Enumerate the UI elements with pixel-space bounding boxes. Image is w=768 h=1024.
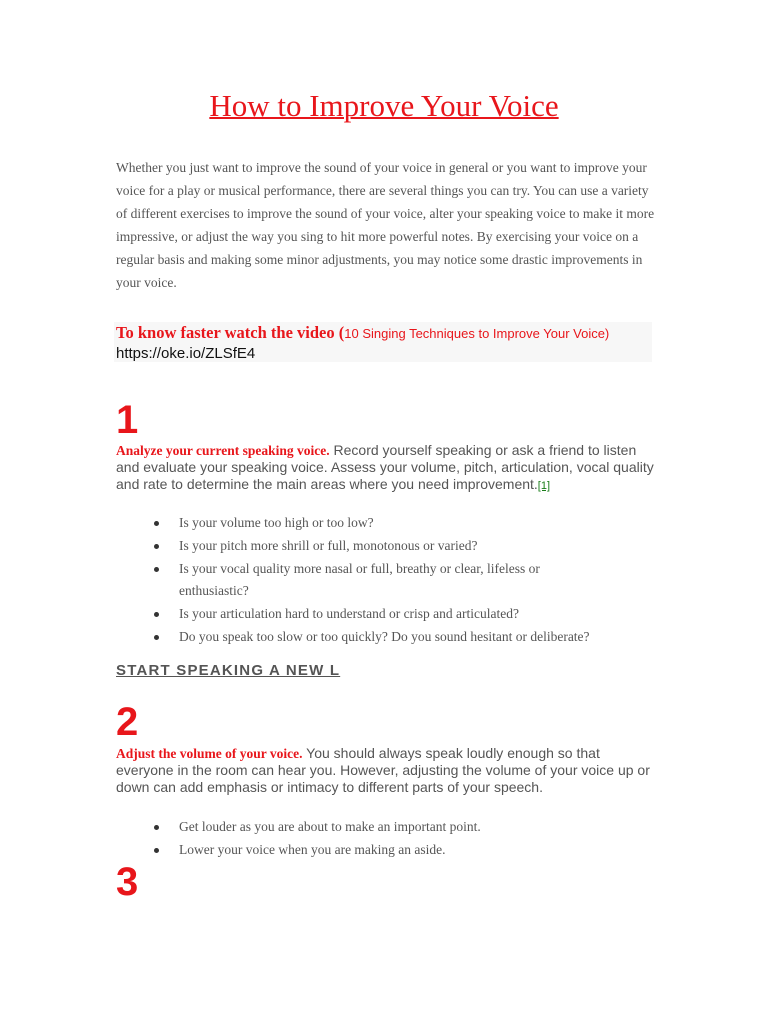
video-callout (116, 323, 648, 364)
list-item-text: Get louder as you are about to make an important point. (179, 819, 481, 834)
bullet-icon (154, 567, 159, 572)
list-item (152, 512, 662, 535)
list-item-text: Is your volume too high or too low? (179, 515, 374, 530)
bullet-icon (154, 521, 159, 526)
list-item (152, 626, 662, 649)
step-1-body: Record yourself speaking or ask a friend to listen and evaluate your speaking voice. Assess your volume, pitch, articulation, vocal quality and rate to determine the main areas where you need improvement. (116, 442, 654, 492)
step-number-2: 2 (116, 700, 139, 744)
citation-link[interactable]: [1] (537, 480, 551, 492)
page-title: How to Improve Your Voice (209, 88, 559, 123)
step-number-3: 3 (116, 860, 139, 904)
list-item-text: Lower your voice when you are making an aside. (179, 841, 446, 857)
step-1-paragraph (116, 442, 656, 495)
step-2-lead: Adjust the volume of your voice. (116, 746, 303, 761)
bullet-icon (154, 848, 159, 853)
step-2-body: You should always speak loudly enough so that everyone in the room can hear you. However, adjusting the volume of your voice up or down can add emphasis or intimacy to different parts of your speech. (116, 745, 650, 795)
bullet-icon (154, 825, 159, 830)
list-item (152, 535, 662, 558)
step-number-1: 1 (116, 398, 139, 442)
list-item (152, 558, 662, 604)
intro-paragraph: Whether you just want to improve the sound of your voice in general or you want to improve your voice for a play or musical performance, there are several things you can try. You can use a variety of different exercises to improve the sound of your voice, alter your speaking voice to make it more impressive, or adjust the way you sing to hit more powerful notes. By exercising your voice on a regular basis and making some minor adjustments, you may notice some drastic improvements in your voice. (116, 160, 655, 290)
section-heading-link[interactable]: START SPEAKING A NEW L (116, 662, 341, 679)
list-item-text: Is your vocal quality more nasal or full, breathy or clear, lifeless or enthusiastic? (179, 560, 540, 599)
bullet-icon (154, 635, 159, 640)
video-title-link[interactable]: 10 Singing Techniques to Improve Your Voice) (344, 326, 610, 341)
list-item (152, 839, 662, 862)
video-callout-lead: To know faster watch the video ( (116, 323, 345, 342)
list-item-text: Is your articulation hard to understand or crisp and articulated? (179, 606, 520, 622)
list-item-text: Is your pitch more shrill or full, monotonous or varied? (179, 537, 478, 553)
bullet-icon (154, 544, 159, 549)
list-item-text: Do you speak too slow or too quickly? Do you sound hesitant or deliberate? (179, 628, 590, 644)
list-item (152, 603, 662, 626)
step-1-bullet-list (152, 512, 662, 649)
list-item (152, 816, 662, 839)
video-url-link[interactable]: https://oke.io/ZLSfE4 (116, 345, 256, 362)
step-2-paragraph (116, 745, 656, 796)
bullet-icon (154, 612, 159, 617)
step-2-bullet-list (152, 816, 662, 862)
step-1-lead: Analyze your current speaking voice. (116, 443, 330, 458)
